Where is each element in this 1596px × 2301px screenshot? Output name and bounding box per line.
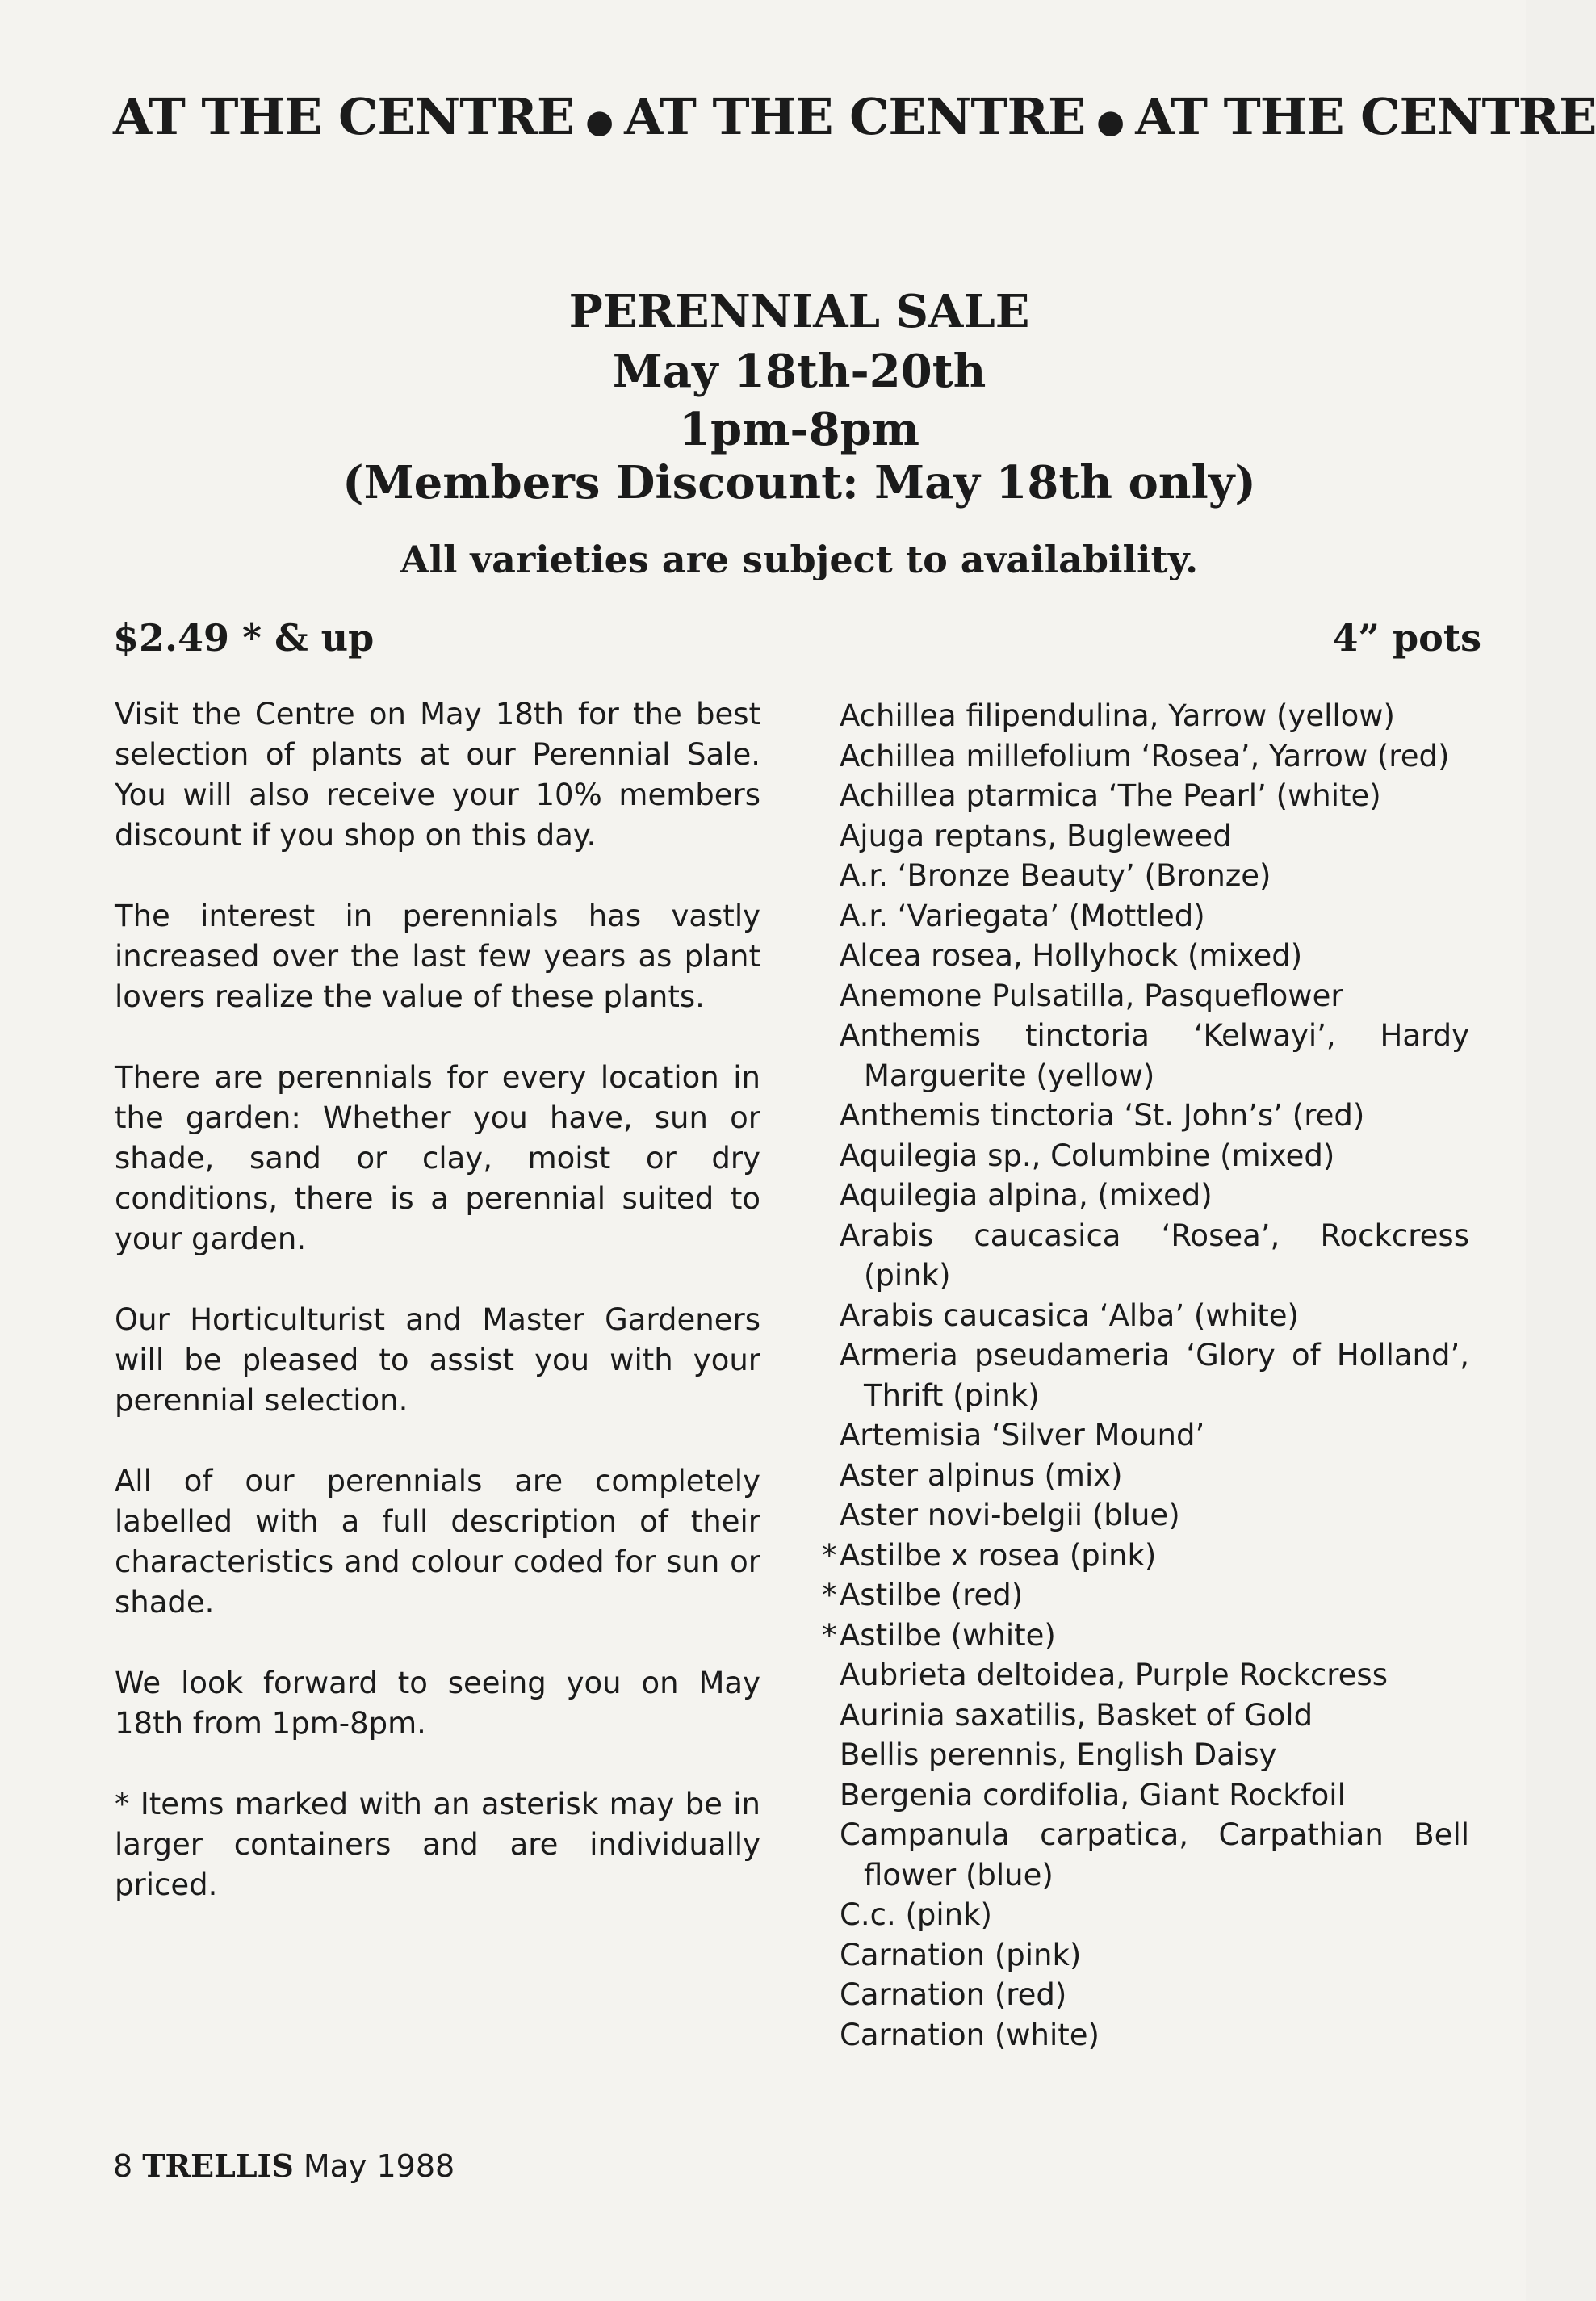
- paragraph: Our Horticulturist and Master Gardeners will be pleased to assist you with your perennial selection.: [115, 1302, 760, 1418]
- plant-item: Bergenia cordifolia, Giant Rockfoil: [840, 1777, 1346, 1813]
- price-label: $2.49 * & up: [113, 616, 375, 660]
- plant-item: Aster alpinus (mix): [840, 1457, 1123, 1493]
- page-number: 8: [113, 2148, 133, 2184]
- asterisk-note: * Items marked with an asterisk may be in larger containers and are individually priced.: [115, 1787, 760, 1902]
- plant-item: Carnation (white): [840, 2017, 1100, 2052]
- plant-item: Achillea filipendulina, Yarrow (yellow): [840, 698, 1395, 733]
- members-discount: (Members Discount: May 18th only): [342, 456, 1256, 509]
- bullet-icon: ●: [1096, 102, 1125, 140]
- sale-dates: May 18th-20th: [612, 345, 987, 398]
- plant-item: Aster novi-belgii (blue): [840, 1498, 1180, 1532]
- plant-item: Armeria pseudameria ‘Glory of Holland’, Thrift (pink): [840, 1338, 1469, 1413]
- bullet-icon: ●: [585, 102, 614, 140]
- publication-name: TRELLIS: [142, 2148, 294, 2184]
- paragraph: We look forward to seeing you on May 18th from 1pm-8pm.: [115, 1666, 760, 1741]
- plant-item-asterisk: * Astilbe x rosea (pink): [840, 1536, 1469, 1576]
- plant-item: Aquilegia sp., Columbine (mixed): [840, 1138, 1335, 1173]
- plant-item: Arabis caucasica ‘Alba’ (white): [840, 1297, 1299, 1333]
- sale-title: PERENNIAL SALE: [568, 285, 1030, 338]
- availability-note: All varieties are subject to availability.: [400, 538, 1199, 581]
- banner-text: AT THE CENTRE: [113, 87, 575, 146]
- paragraph: The interest in perennials has vastly increased over the last few years as plant lovers realize the value of these plants.: [115, 899, 760, 1014]
- plant-item: Carnation (pink): [840, 1937, 1082, 1972]
- plant-item: Anthemis tinctoria ‘St. John’s’ (red): [840, 1098, 1365, 1133]
- plant-item: Alcea rosea, Hollyhock (mixed): [840, 938, 1303, 973]
- plant-item: Aquilegia alpina, (mixed): [840, 1178, 1213, 1213]
- plant-item: Artemisia ‘Silver Mound’: [840, 1418, 1205, 1452]
- paragraph: All of our perennials are completely labelled with a full description of their characteristics and colour coded for sun or shade.: [115, 1464, 760, 1620]
- page-footer: [113, 2148, 455, 2184]
- header-banner: [113, 87, 1596, 146]
- plant-item: Achillea millefolium ‘Rosea’, Yarrow (red): [840, 738, 1450, 773]
- plant-item: Arabis caucasica ‘Rosea’, Rockcress (pink): [840, 1218, 1469, 1293]
- banner-text: AT THE CENTRE: [1135, 87, 1596, 146]
- plant-item: Aubrieta deltoidea, Purple Rockcress: [840, 1658, 1388, 1692]
- paragraph: There are perennials for every location in the garden: Whether you have, sun or shade, sand or clay, moist or dry conditions, there is a perennial suited to your garden.: [115, 1060, 760, 1256]
- plant-item: Ajuga reptans, Bugleweed: [840, 818, 1232, 853]
- plant-item: C.c. (pink): [840, 1897, 992, 1932]
- plant-item: A.r. ‘Bronze Beauty’ (Bronze): [840, 858, 1271, 893]
- pot-size-label: 4” pots: [1332, 616, 1481, 660]
- article-body: [115, 694, 760, 1946]
- plant-item: Campanula carpatica, Carpathian Bell flower (blue): [840, 1817, 1469, 1892]
- plant-item-asterisk: * Astilbe (white): [840, 1616, 1469, 1656]
- plant-item: Bellis perennis, English Daisy: [840, 1737, 1277, 1772]
- plant-item: Anthemis tinctoria ‘Kelwayi’, Hardy Marguerite (yellow): [840, 1018, 1469, 1093]
- plant-item: Carnation (red): [840, 1977, 1067, 2012]
- banner-text: AT THE CENTRE: [624, 87, 1086, 146]
- issue-date: May 1988: [303, 2148, 455, 2184]
- plant-item: Anemone Pulsatilla, Pasqueflower: [840, 978, 1343, 1013]
- plant-item: A.r. ‘Variegata’ (Mottled): [840, 898, 1205, 933]
- plant-list: [840, 696, 1469, 2055]
- sale-hours: 1pm-8pm: [679, 403, 919, 456]
- plant-item-asterisk: * Astilbe (red): [840, 1575, 1469, 1616]
- paragraph: Visit the Centre on May 18th for the best selection of plants at our Perennial Sale. You will also receive your 10% members discount if you shop on this day.: [115, 697, 760, 853]
- plant-item: Achillea ptarmica ‘The Pearl’ (white): [840, 778, 1381, 813]
- plant-item: Aurinia saxatilis, Basket of Gold: [840, 1697, 1313, 1733]
